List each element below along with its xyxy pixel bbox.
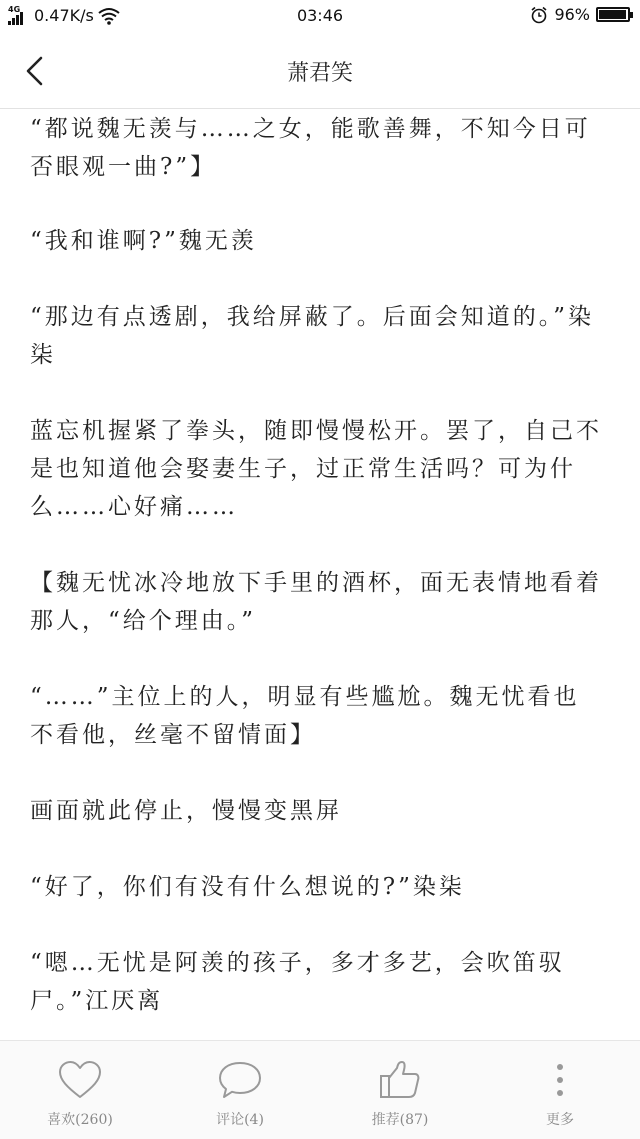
- comment-button[interactable]: [160, 1041, 320, 1139]
- status-right: [530, 5, 630, 24]
- paragraph: “嗯…无忧是阿羡的孩子，多才多艺，会吹笛驭尸。”江厌离: [30, 950, 565, 1014]
- comment-label: 评论(4): [216, 1112, 264, 1128]
- network-type: 4G: [8, 4, 21, 14]
- battery-fill: [599, 10, 626, 19]
- paragraph: “我和谁啊?”魏无羡: [30, 228, 257, 254]
- paragraph: 蓝忘机握紧了拳头，随即慢慢松开。罢了，自己不是也知道他会娶妻生子，过正常生活吗？可为什么……心好痛……: [30, 418, 602, 520]
- status-bar: [0, 0, 640, 34]
- recommend-label: 推荐(87): [371, 1112, 429, 1128]
- heart-icon: [57, 1059, 103, 1101]
- article-content[interactable]: [30, 110, 605, 1040]
- top-nav-bar: [0, 34, 640, 109]
- alarm-icon: [530, 6, 548, 24]
- network-speed: 0.47K/s: [34, 6, 94, 25]
- paragraph: 画面就此停止，慢慢变黑屏: [30, 798, 342, 824]
- paragraph: “……”主位上的人，明显有些尴尬。魏无忧看也不看他，丝毫不留情面】: [30, 684, 580, 748]
- more-button[interactable]: [480, 1041, 640, 1139]
- paragraph: “都说魏无羡与……之女，能歌善舞，不知今日可否眼观一曲?”】: [30, 116, 591, 180]
- paragraph: 【魏无忧冰冷地放下手里的酒杯，面无表情地看着那人，“给个理由。”: [30, 570, 602, 634]
- bottom-action-bar: [0, 1040, 640, 1139]
- thumbs-up-icon: [377, 1059, 423, 1101]
- recommend-button[interactable]: [320, 1041, 480, 1139]
- battery-percent: 96%: [554, 5, 590, 24]
- battery-icon: [596, 7, 630, 22]
- like-button[interactable]: [0, 1041, 160, 1139]
- status-time: 03:46: [296, 6, 344, 25]
- more-label: 更多: [546, 1112, 574, 1128]
- page-title: 萧君笑: [286, 61, 353, 86]
- more-dots-icon: [550, 1059, 570, 1101]
- paragraph: “那边有点透剧，我给屏蔽了。后面会知道的。”染柒: [30, 304, 595, 368]
- paragraph: “好了，你们有没有什么想说的?”染柒: [30, 874, 465, 900]
- comment-bubble-icon: [217, 1059, 263, 1101]
- like-label: 喜欢(260): [47, 1112, 113, 1128]
